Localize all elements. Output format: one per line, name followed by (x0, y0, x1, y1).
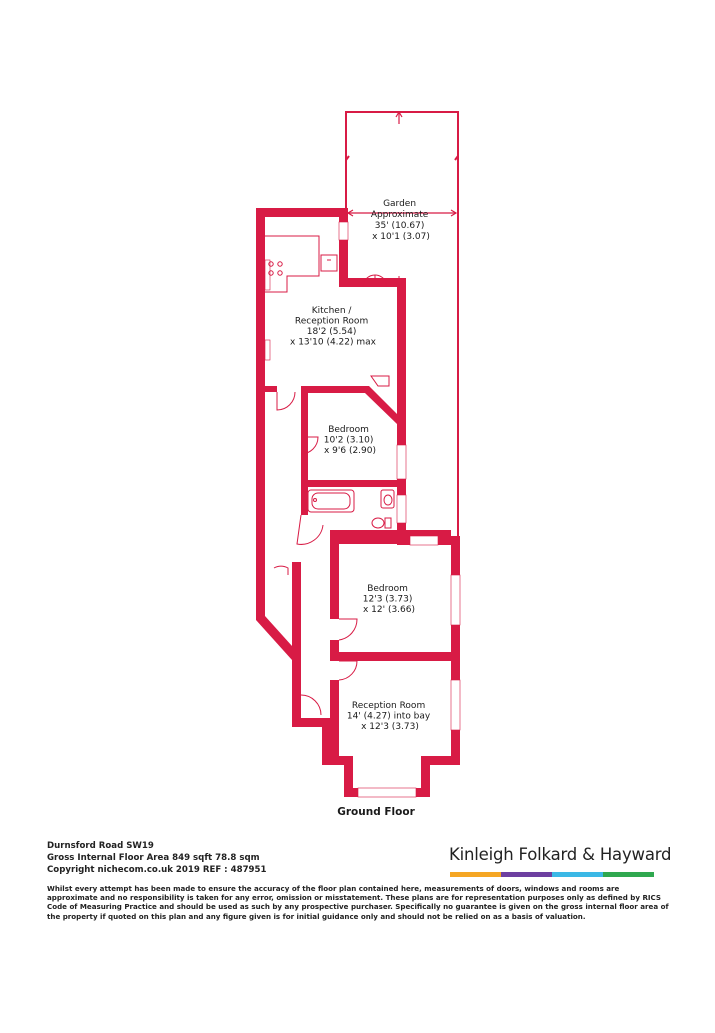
floor-area: Gross Internal Floor Area 849 sqft 78.8 sqm (47, 853, 260, 863)
brand-color-purple (501, 872, 552, 877)
kitchen-counters (265, 236, 337, 292)
bathroom-fixtures (308, 490, 394, 528)
garden-label: Garden Approximate 35' (10.67) x 10'1 (3.07) (370, 199, 430, 242)
copyright: Copyright nichecom.co.uk 2019 REF : 487951 (47, 865, 267, 875)
bedroom-2-label: Bedroom 12'3 (3.73) x 12' (3.66) (362, 584, 416, 615)
floor-label: Ground Floor (337, 806, 415, 818)
brand-color-bar (450, 872, 654, 877)
bedroom-1-label: Bedroom 10'2 (3.10) x 9'6 (2.90) (323, 425, 377, 456)
disclaimer: Whilst every attempt has been made to ensure the accuracy of the floor plan contained here, measurements of doors, windows and rooms are approximate and no responsibility is taken for any error, omission or misstatement. These plans are for representation purposes only as defined by RICS Code of Measuring Practice and should be used as such by any prospective purchaser. Specifically no guarantee is given on the gross internal floor area of the property if quoted on this plan and any figure given is for initial guidance only and should not be relied on as a basis of valuation. (47, 884, 669, 921)
address: Durnsford Road SW19 (47, 841, 154, 851)
garden-arrow-icon (396, 112, 402, 124)
brand-color-orange (450, 872, 501, 877)
brand-color-green (603, 872, 654, 877)
brand-color-blue (552, 872, 603, 877)
brand-logo: Kinleigh Folkard & Hayward (449, 845, 672, 864)
reception-room-label: Reception Room 14' (4.27) into bay x 12'3 (3.73) (346, 701, 431, 732)
kitchen-reception-label: Kitchen / Reception Room 18'2 (5.54) x 13'10 (4.22) max (290, 306, 376, 348)
